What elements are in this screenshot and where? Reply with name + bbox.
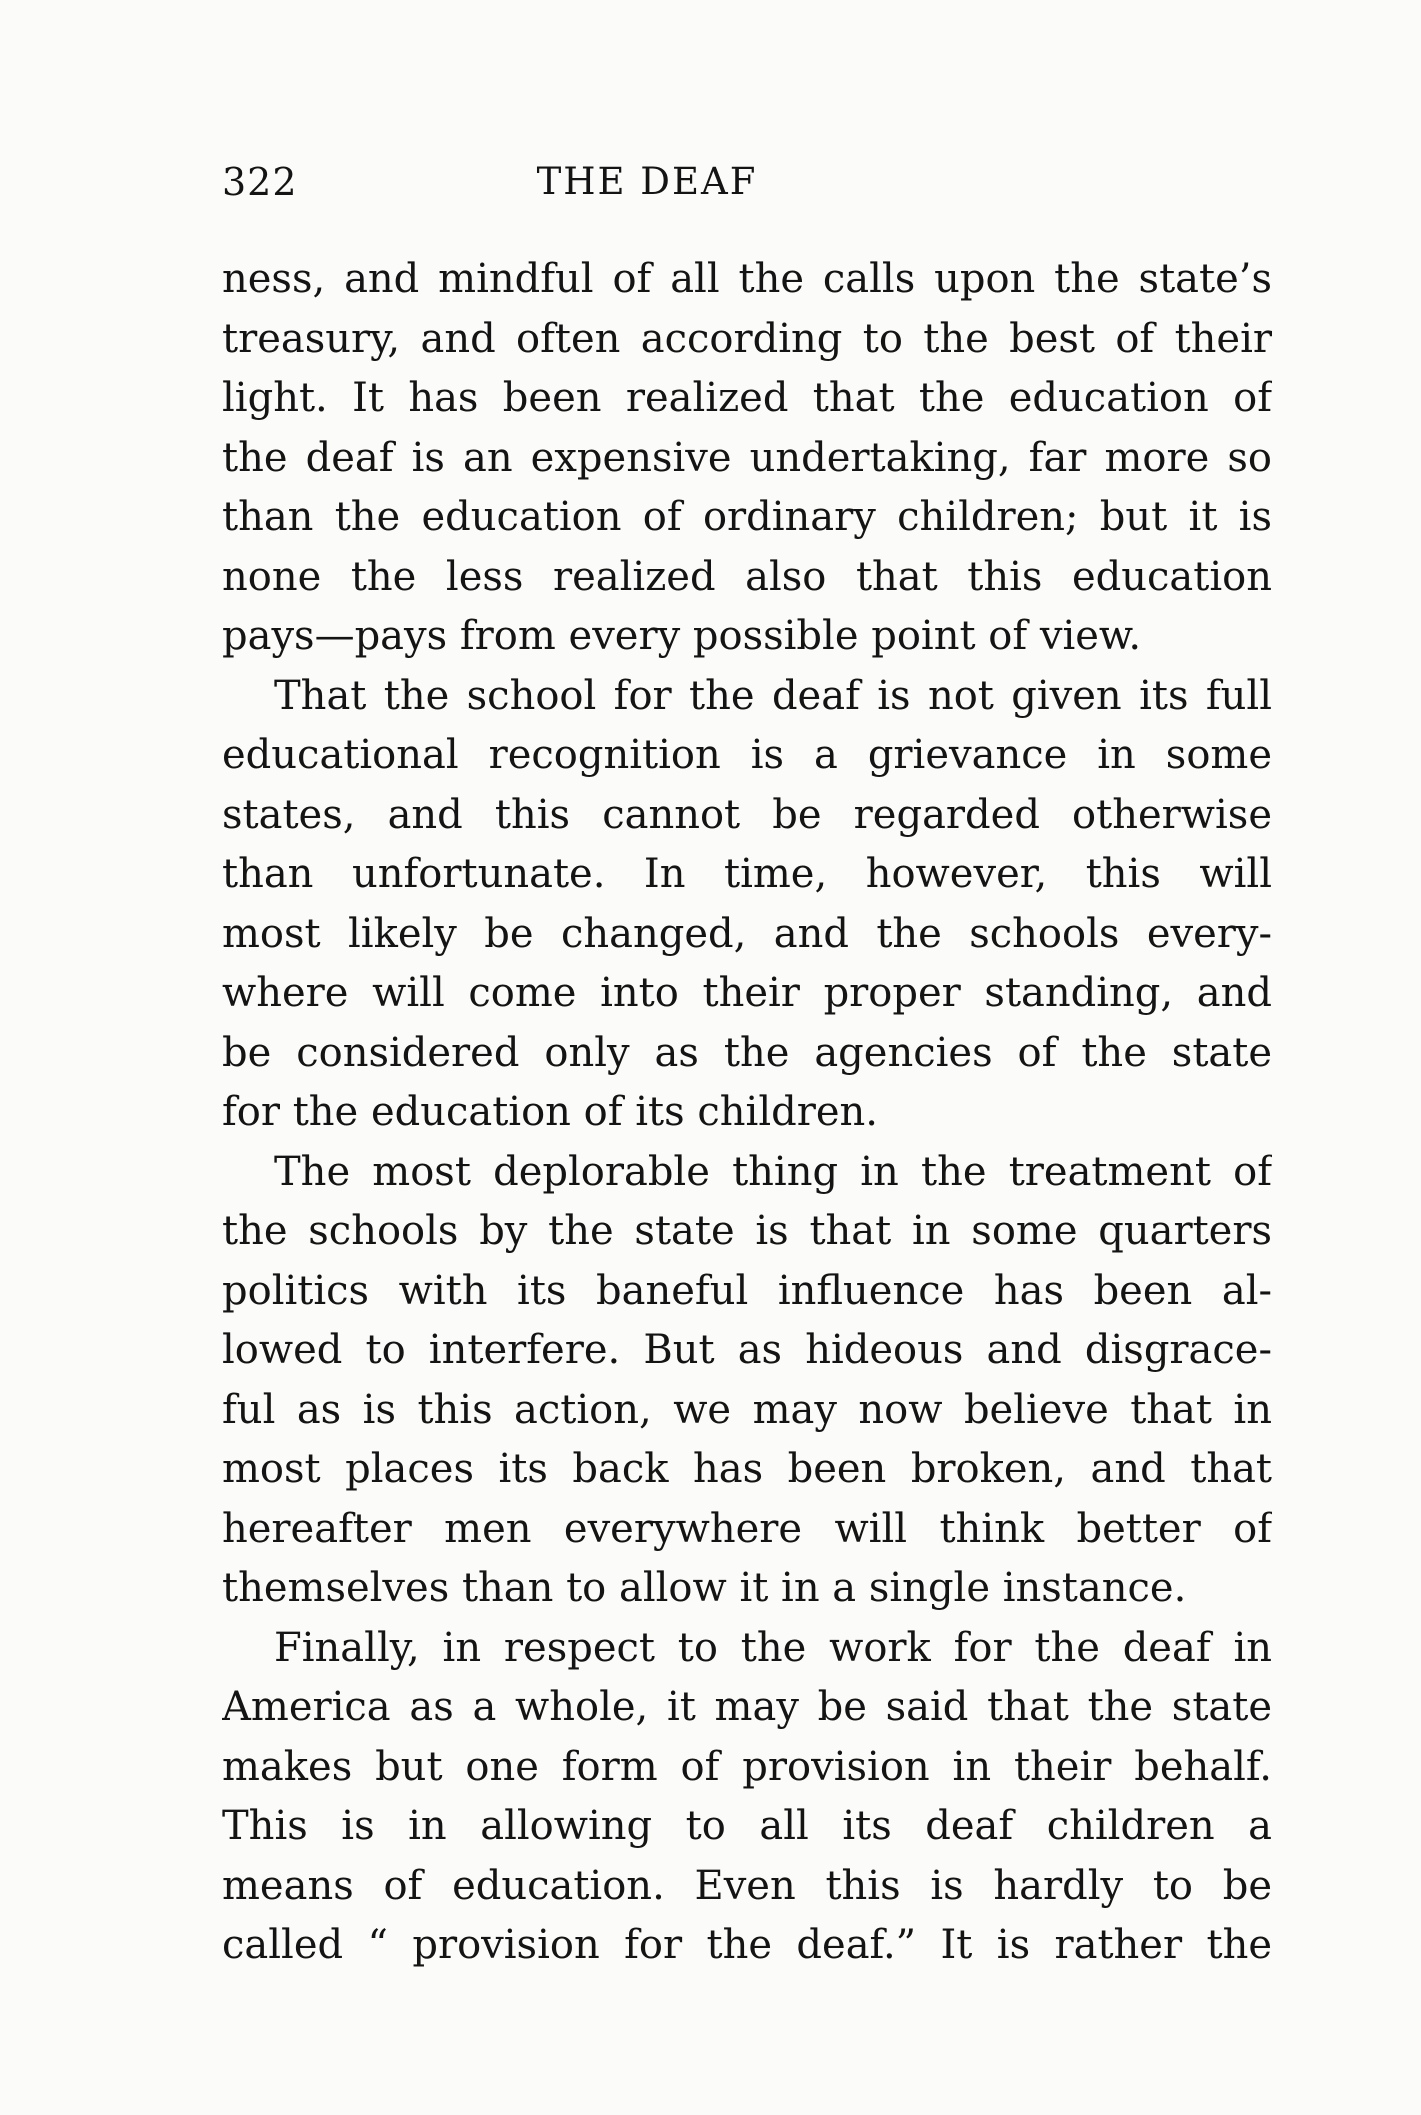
text-line: ful as is this action, we may now believe that in (222, 1386, 1272, 1433)
text-line: called “ provision for the deaf.” It is rather the (222, 1922, 1272, 1968)
text-line: than the education of ordinary children; but it is (222, 494, 1272, 540)
text-line: treasury, and often according to the best of their (222, 315, 1272, 362)
page-number: 322 (222, 160, 298, 204)
text-line: where will come into their proper standing, and (222, 970, 1272, 1016)
text-line: most likely be changed, and the schools every- (222, 910, 1272, 957)
text-line: for the education of its children. (222, 1089, 878, 1135)
text-line: ness, and mindful of all the calls upon the state’s (222, 256, 1272, 302)
text-line: means of education. Even this is hardly to be (222, 1862, 1272, 1909)
paragraph (222, 250, 1272, 667)
text-line: light. It has been realized that the education of (222, 375, 1272, 421)
text-line: the deaf is an expensive undertaking, far more so (222, 434, 1272, 481)
text-line: politics with its baneful influence has been al- (222, 1267, 1272, 1314)
text-line: the schools by the state is that in some quarters (222, 1208, 1272, 1254)
text-line: This is in allowing to all its deaf children a (222, 1803, 1272, 1849)
paragraph (222, 1143, 1272, 1619)
text-line: makes but one form of provision in their behalf. (222, 1743, 1272, 1790)
text-line: hereafter men everywhere will think better of (222, 1505, 1272, 1552)
text-line: That the school for the deaf is not given its full (274, 672, 1272, 719)
paragraph (222, 1619, 1272, 1976)
body-text (222, 250, 1272, 1976)
text-line: most places its back has been broken, and that (222, 1446, 1272, 1492)
text-line: be considered only as the agencies of the state (222, 1029, 1272, 1076)
text-line: Finally, in respect to the work for the deaf in (274, 1624, 1272, 1671)
text-line: lowed to interfere. But as hideous and disgrace- (222, 1327, 1272, 1373)
text-line: than unfortunate. In time, however, this will (222, 851, 1272, 897)
text-line: educational recognition is a grievance in some (222, 732, 1272, 778)
text-line: pays—pays from every possible point of view. (222, 613, 1142, 659)
text-line: themselves than to allow it in a single instance. (222, 1565, 1187, 1611)
text-line: none the less realized also that this education (222, 553, 1272, 600)
text-line: states, and this cannot be regarded otherwise (222, 791, 1272, 838)
running-title: THE DEAF (536, 160, 758, 203)
text-line: The most deplorable thing in the treatment of (274, 1148, 1272, 1195)
running-head (222, 160, 1272, 220)
text-line: America as a whole, it may be said that the state (222, 1684, 1272, 1730)
paragraph (222, 667, 1272, 1143)
